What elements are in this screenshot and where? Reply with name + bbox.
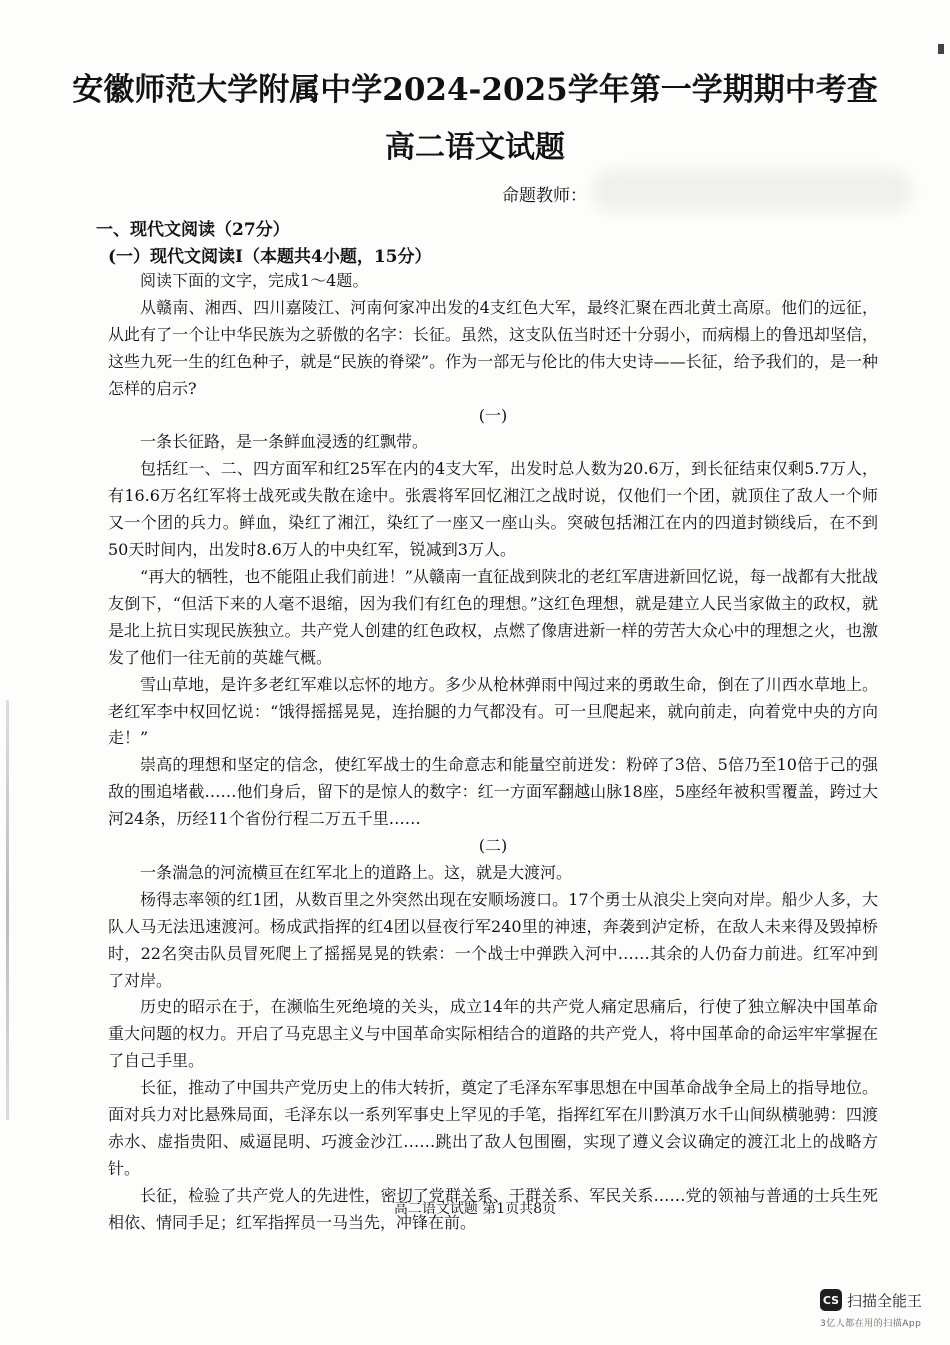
instruction-text: 阅读下面的文字，完成1～4题。 (140, 271, 369, 290)
scanner-app-name: 扫描全能王 (847, 1291, 923, 1310)
paragraph: 长征，推动了中国共产党历史上的伟大转折，奠定了毛泽东军事思想在中国革命战争全局上的指导地位。面对兵力对比悬殊局面，毛泽东以一系列军事史上罕见的手笔，指挥红军在川黔滇万水千山间纵横驰骋：四渡赤水、虚指贵阳、威逼昆明、巧渡金沙江……跳出了敌人包围圈，实现了遵义会议确定的渡江北上的战略方针。 (108, 1078, 878, 1178)
paragraph: 杨得志率领的红1团，从数百里之外突然出现在安顺场渡口。17个勇士从浪尖上突向对岸。船少人多，大队人马无法迅速渡河。杨成武指挥的红4团以昼夜行军240里的神速，奔袭到泸定桥，在敌人未来得及毁掉桥时，22名突击队员冒死爬上了摇摇晃晃的铁索：一个战士中弹跌入河中……其余的人仍奋力前进。红军冲到了对岸。 (108, 889, 878, 990)
paragraph: 历史的昭示在于，在濒临生死绝境的关头，成立14年的共产党人痛定思痛后，行使了独立解决中国革命重大问题的权力。开启了马克思主义与中国革命实际相结合的道路的共产党人，将中国革命的命运牢牢掌握在了自己手里。 (108, 997, 878, 1071)
subsection-heading: (一）现代文阅读Ⅰ（本题共4小题，15分） (108, 247, 432, 267)
exam-subtitle: 高二语文试题 (385, 130, 565, 165)
section-heading: 一、现代文阅读（27分） (96, 220, 290, 240)
scan-edge-shadow (6, 700, 9, 1120)
intro-paragraph: 从赣南、湘西、四川嘉陵江、河南何家冲出发的4支红色大军，最终汇聚在西北黄土高原。他们的远征，从此有了一个让中华民族为之骄傲的名字：长征。虽然，这支队伍当时还十分弱小，而病榻上的鲁迅却坚信，这些九死一生的红色种子，就是“民族的脊梁”。作为一部无与伦比的伟大史诗——长征，给予我们的，是一种怎样的启示? (108, 297, 878, 398)
scan-corner-mark (938, 44, 944, 54)
camscanner-logo-icon: CS (820, 1289, 842, 1311)
redacted-teacher-name (592, 170, 912, 212)
paragraph: 长征，检验了共产党人的先进性，密切了党群关系、干群关系、军民关系……党的领袖与普通的士兵生死相依、情同手足；红军指挥员一马当先，冲锋在前。 (108, 1185, 878, 1232)
paragraph: 雪山草地，是许多老红军难以忘怀的地方。多少从枪林弹雨中闯过来的勇敢生命，倒在了川西水草地上。老红军李中权回忆说：“饿得摇摇晃晃，连抬腿的力气都没有。可一旦爬起来，就向前走，向着党中央的方向走！” (108, 674, 878, 748)
exam-title: 安徽师范大学附属中学2024-2025学年第一学期期中考查 (72, 72, 878, 108)
scanner-tagline: 3亿人都在用的扫描App (820, 1319, 922, 1329)
paragraph: 一条湍急的河流横亘在红军北上的道路上。这，就是大渡河。 (140, 862, 573, 882)
paragraph: “再大的牺牲，也不能阻止我们前进！”从赣南一直征战到陕北的老红军唐进新回忆说，每一战都有大批战友倒下，“但活下来的人毫不退缩，因为我们有红色的理想。”这红色理想，就是建立人民当家做主的政权，就是北上抗日实现民族独立。共产党人创建的红色政权，点燃了像唐进新一样的劳苦大众心中的理想之火，也激发了他们一往无前的英雄气概。 (108, 566, 878, 667)
page-footer: 高二语文试题 第1页共8页 (393, 1201, 557, 1217)
paragraph: 包括红一、二、四方面军和红25军在内的4支大军，出发时总人数为20.6万，到长征结束仅剩5.7万人，有16.6万名红军将士战死或失散在途中。张震将军回忆湘江之战时说，仅他们一个团，就顶住了敌人一个师又一个团的兵力。鲜血，染红了湘江，染红了一座又一座山头。突破包括湘江在内的四道封锁线后，在不到50天时间内，出发时8.6万人的中央红军，锐减到3万人。 (108, 459, 878, 560)
reading-passage (108, 268, 878, 1237)
paragraph: 一条长征路，是一条鲜血浸透的红飘带。 (140, 432, 429, 452)
part-marker-1: (一) (478, 405, 508, 425)
teacher-label: 命题教师： (502, 186, 587, 206)
part-marker-2: (二) (478, 836, 508, 856)
scanner-watermark (820, 1289, 922, 1311)
paragraph: 崇高的理想和坚定的信念，使红军战士的生命意志和能量空前迸发：粉碎了3倍、5倍乃至10倍于己的强敌的围追堵截……他们身后，留下的是惊人的数字：红一方面军翻越山脉18座，5座经年被积雪覆盖，跨过大河24条，历经11个省份行程二万五千里…… (108, 755, 878, 829)
